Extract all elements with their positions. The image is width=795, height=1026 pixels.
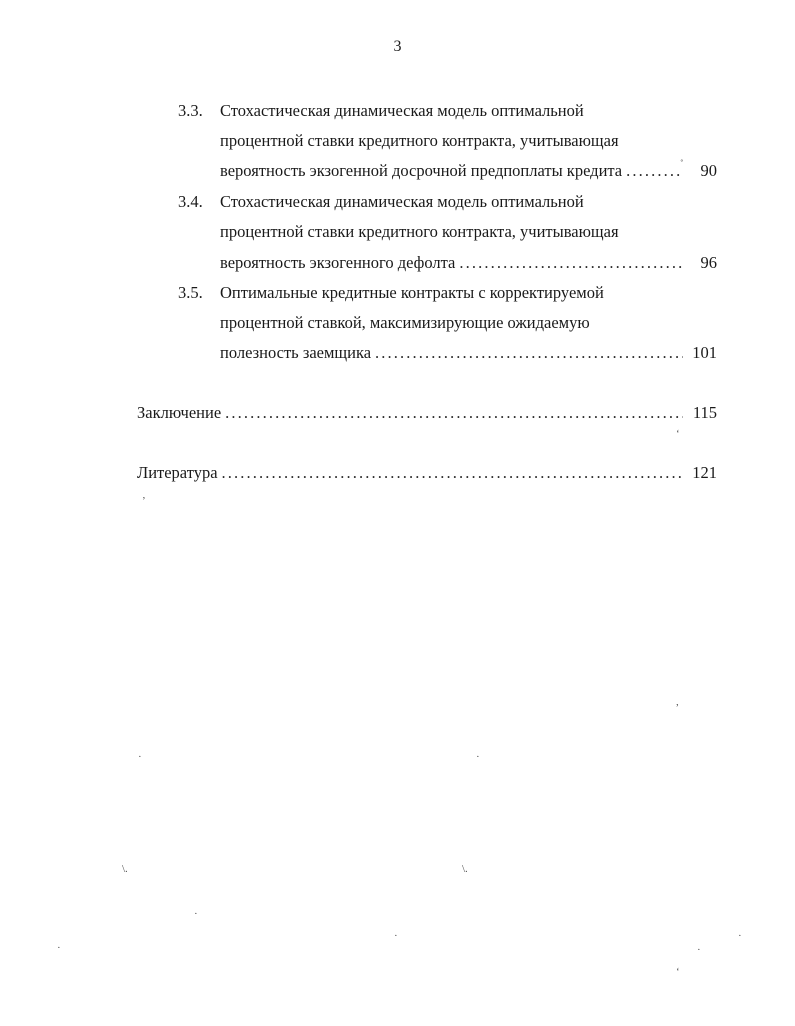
scan-speck: · — [138, 751, 142, 763]
scan-speck: · — [697, 944, 701, 956]
page-reference: 121 — [692, 463, 717, 482]
scan-speck: \. — [122, 863, 128, 875]
scan-speck: ˚ — [680, 158, 684, 170]
toc-leader-line — [220, 343, 717, 363]
dot-leader — [459, 253, 683, 273]
chapter-title: Заключение — [137, 403, 222, 422]
scan-speck: · — [394, 930, 398, 942]
page-reference: 115 — [692, 403, 717, 422]
section-title-line: Оптимальные кредитные контракты с корректируемой — [220, 283, 604, 302]
scan-speck: ʻ — [676, 966, 680, 978]
section-title-line: процентной ставки кредитного контракта, учитывающая — [220, 222, 619, 241]
page-reference: 101 — [692, 343, 717, 362]
scan-speck: · — [476, 751, 480, 763]
section-title-line: Стохастическая динамическая модель оптимальной — [220, 101, 584, 120]
page-reference: 96 — [700, 253, 717, 272]
dot-leader — [225, 403, 683, 423]
section-number: 3.4. — [178, 192, 203, 211]
dot-leader — [626, 161, 683, 181]
toc-leader-line — [220, 161, 717, 181]
section-number: 3.3. — [178, 101, 203, 120]
section-number: 3.5. — [178, 283, 203, 302]
scan-speck: · — [738, 930, 742, 942]
section-title-line: вероятность экзогенного дефолта — [220, 253, 456, 272]
scan-speck: · — [57, 942, 61, 954]
section-title-line: Стохастическая динамическая модель оптимальной — [220, 192, 584, 211]
scan-speck: , — [676, 696, 679, 708]
section-title-line: полезность заемщика — [220, 343, 372, 362]
section-title-line: вероятность экзогенной досрочной предпоплаты кредита — [220, 161, 623, 180]
scan-speck: \. — [462, 863, 468, 875]
toc-chapter-literature[interactable] — [137, 463, 717, 483]
dot-leader — [222, 463, 683, 483]
scan-speck: · — [194, 908, 198, 920]
scan-speck: ‘ — [676, 428, 680, 440]
section-title-line: процентной ставкой, максимизирующие ожидаемую — [220, 313, 590, 332]
section-title-line: процентной ставки кредитного контракта, учитывающая — [220, 131, 619, 150]
toc-leader-line — [220, 253, 717, 273]
chapter-title: Литература — [137, 463, 218, 482]
toc-chapter-conclusion[interactable] — [137, 403, 717, 423]
page-reference: 90 — [700, 161, 717, 180]
dot-leader — [375, 343, 683, 363]
scan-speck: ʼ — [142, 495, 146, 507]
page-number: 3 — [393, 38, 402, 55]
